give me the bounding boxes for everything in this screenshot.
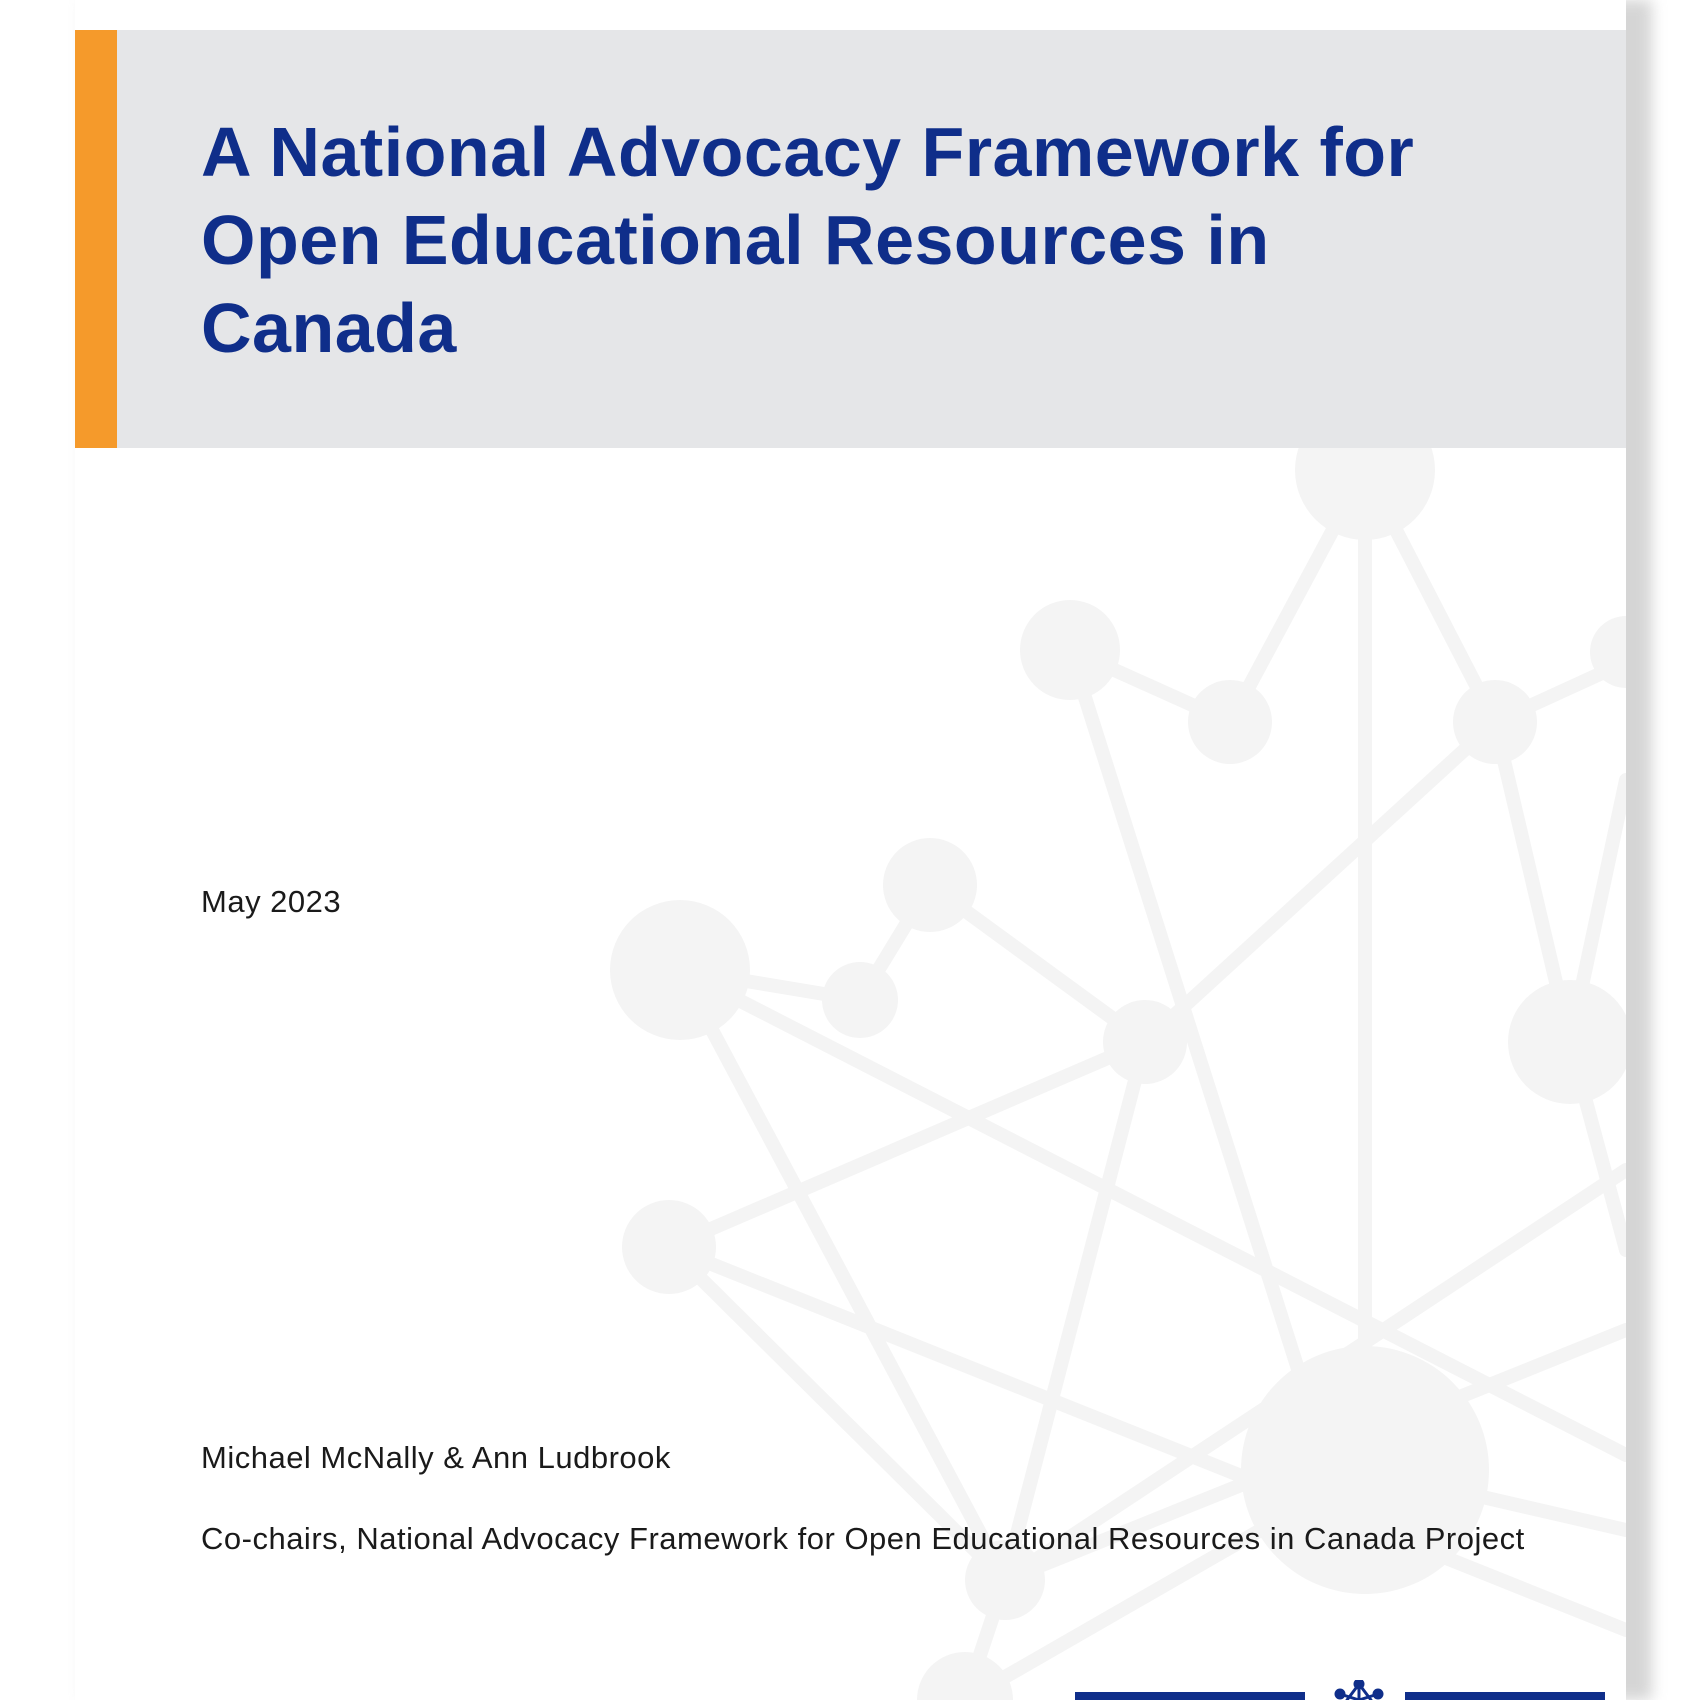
publication-date: May 2023	[201, 884, 342, 919]
author-role: Co-chairs, National Advocacy Framework for Open Educational Resources in Canada Project	[201, 1521, 1525, 1556]
authors: Michael McNally & Ann Ludbrook	[201, 1440, 671, 1475]
document-page	[75, 0, 1626, 1700]
logo-text-right	[1405, 1692, 1605, 1700]
carl-abrc-logo	[1065, 1680, 1625, 1700]
logo-text-left	[1075, 1692, 1305, 1700]
maple-leaf-network-icon	[1336, 1680, 1382, 1700]
accent-bar	[75, 30, 117, 448]
document-title: A National Advocacy Framework for Open Educational Resources in Canada	[201, 113, 1415, 367]
